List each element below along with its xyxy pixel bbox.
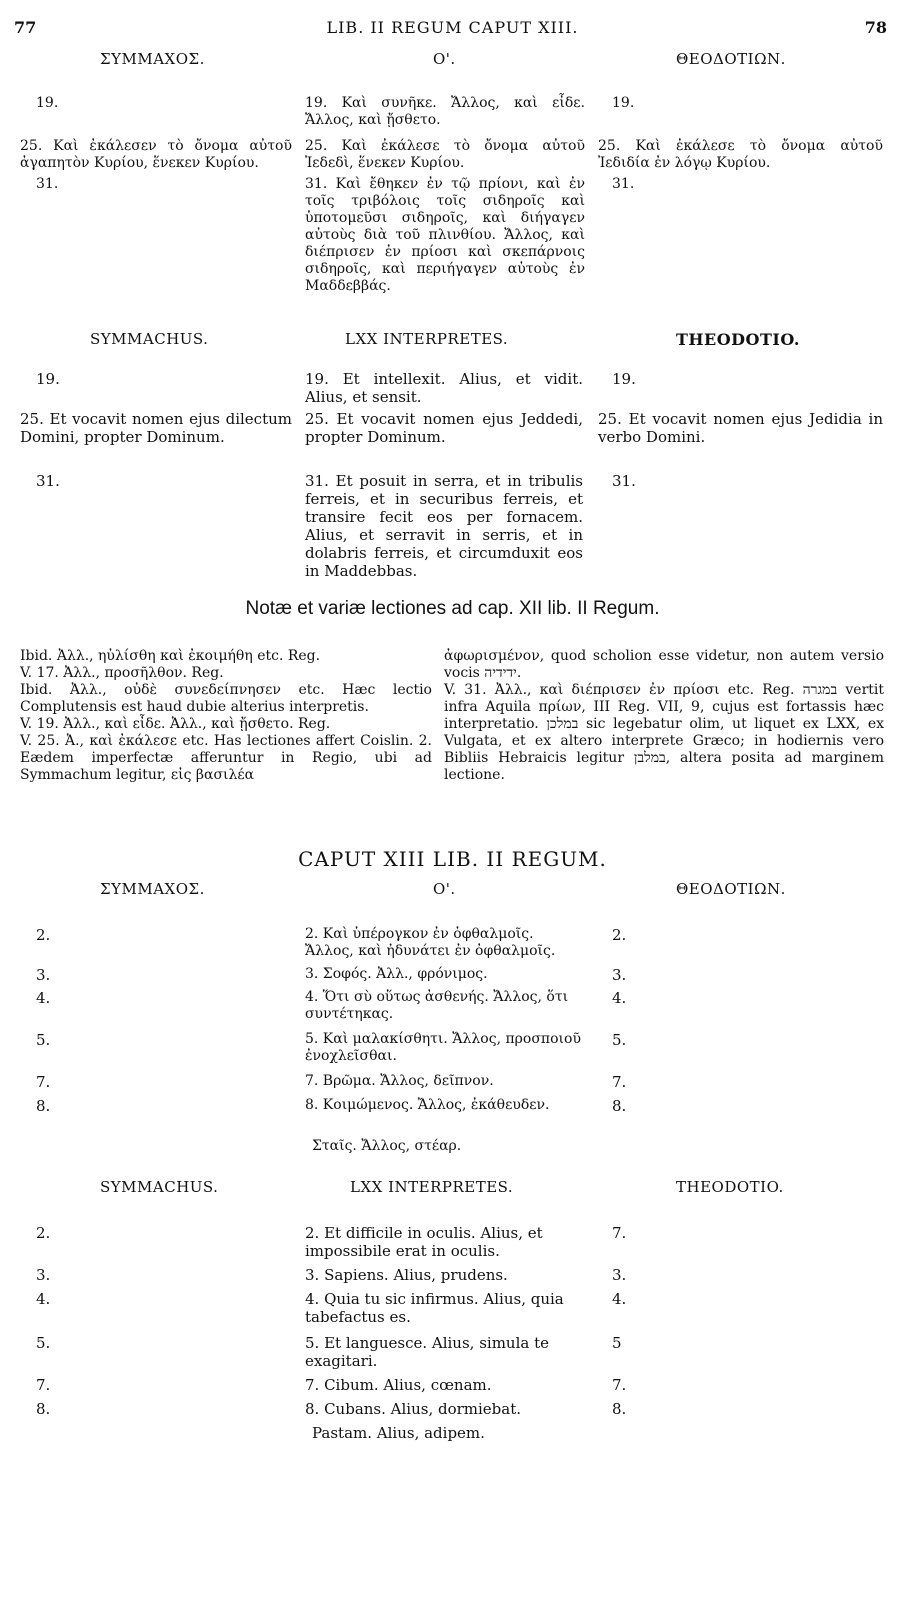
latin-theo-num: 7. bbox=[612, 1376, 627, 1394]
greek-theo-v19: 19. bbox=[612, 95, 635, 111]
latin-theo-num: 8. bbox=[612, 1400, 627, 1418]
running-title: LIB. II REGUM CAPUT XIII. bbox=[326, 18, 579, 37]
note-entry: V. 31. Ἀλλ., καὶ διέπρισεν ἐν πρίοσι etc. Reg. במגרה vertit infra Aquila πρίων, III Reg. VII, 9, cujus est fortassis hæc interpretatio. במלכן sic legebatur olim, ut liquet ex LXX, ex Vulgata, et ex altero interprete Græco; in hodiernis vero Bibliis Hebraicis legitur במלבן, altera posita ad marginem lectione. bbox=[444, 682, 884, 783]
latin-theo-num: 5 bbox=[612, 1334, 622, 1352]
latin-head-lxx-2: LXX INTERPRETES. bbox=[350, 1178, 514, 1196]
greek-sym-v25: 25. Καὶ ἐκάλεσεν τὸ ὄνομα αὐτοῦ ἀγαπητὸν Κυρίου, ἕνεκεν Κυρίου. bbox=[20, 138, 292, 171]
latin-sym-v19: 19. bbox=[36, 370, 60, 388]
latin-theo-v31: 31. bbox=[612, 472, 636, 490]
notes-title: Notæ et variæ lectiones ad cap. XII lib. II Regum. bbox=[245, 598, 660, 619]
latin-sym-num: 4. bbox=[36, 1290, 51, 1308]
latin-sym-v31: 31. bbox=[36, 472, 60, 490]
greek-head-theodotion: ΘΕΟΔΟΤΙΩΝ. bbox=[676, 50, 786, 68]
greek-head-lxx: O'. bbox=[433, 50, 456, 68]
latin-lxx-row: 3. Sapiens. Alius, prudens. bbox=[305, 1266, 508, 1284]
latin-sym-num: 7. bbox=[36, 1376, 51, 1394]
running-head bbox=[0, 18, 905, 40]
latin-sym-num: 8. bbox=[36, 1400, 51, 1418]
greek-sym-num: 5. bbox=[36, 1031, 51, 1049]
page-number-right: 78 bbox=[864, 18, 887, 37]
latin-sym-num: 3. bbox=[36, 1266, 51, 1284]
greek-sym-v31: 31. bbox=[36, 176, 59, 192]
latin-theo-v19: 19. bbox=[612, 370, 636, 388]
greek-sym-v19: 19. bbox=[36, 95, 59, 111]
greek-lxx-v31: 31. Καὶ ἔθηκεν ἐν τῷ πρίονι, καὶ ἐν τοῖς τριβόλοις τοῖς σιδηροῖς καὶ ὑποτομεῦσι σιδηροῖς, καὶ διήγαγεν αὐτοὺς διὰ τοῦ πλινθίου. Ἄλλος, καὶ διέπρισεν ἐν πρίοσι καὶ σκεπάρνοις σιδηροῖς, καὶ περιήγαγεν αὐτοὺς ἐν Μαδδεββάς. bbox=[305, 176, 585, 294]
greek-lxx-v19: 19. Καὶ συνῆκε. Ἄλλος, καὶ εἶδε. Ἄλλος, καὶ ᾔσθετο. bbox=[305, 95, 585, 128]
greek-theo-num: 2. bbox=[612, 926, 627, 944]
latin-lxx-row: Pastam. Alius, adipem. bbox=[312, 1424, 485, 1442]
chapter-title: CAPUT XIII LIB. II REGUM. bbox=[298, 847, 607, 871]
greek-lxx-row: 7. Βρῶμα. Ἄλλος, δεῖπνον. bbox=[305, 1073, 494, 1089]
latin-lxx-v25: 25. Et vocavit nomen ejus Jeddedi, propter Dominum. bbox=[305, 410, 583, 446]
latin-theo-v25: 25. Et vocavit nomen ejus Jedidia in verbo Domini. bbox=[598, 410, 883, 446]
page-number-left: 77 bbox=[14, 18, 37, 37]
greek-sym-num: 7. bbox=[36, 1073, 51, 1091]
greek-head-theodotion-2: ΘΕΟΔΟΤΙΩΝ. bbox=[676, 880, 786, 898]
greek-head-symmachus-2: ΣΥΜΜΑΧΟΣ. bbox=[100, 880, 205, 898]
latin-theo-num: 7. bbox=[612, 1224, 627, 1242]
latin-lxx-row: 2. Et difficile in oculis. Alius, et impossibile erat in oculis. bbox=[305, 1224, 543, 1260]
greek-head-symmachus: ΣΥΜΜΑΧΟΣ. bbox=[100, 50, 205, 68]
latin-head-lxx: LXX INTERPRETES. bbox=[345, 330, 509, 348]
latin-theo-num: 4. bbox=[612, 1290, 627, 1308]
greek-theo-num: 7. bbox=[612, 1073, 627, 1091]
notes-left-column bbox=[20, 648, 432, 784]
greek-lxx-row: Σταῖς. Ἄλλος, στέαρ. bbox=[312, 1138, 462, 1154]
greek-sym-num: 8. bbox=[36, 1097, 51, 1115]
note-entry: Ibid. Ἀλλ., οὐδὲ συνεδείπνησεν etc. Hæc lectio Complutensis est haud dubie alterius interpretis. bbox=[20, 682, 432, 715]
latin-head-theodotion: THEODOTIO. bbox=[676, 330, 800, 349]
greek-sym-num: 4. bbox=[36, 989, 51, 1007]
greek-theo-num: 8. bbox=[612, 1097, 627, 1115]
greek-theo-v25: 25. Καὶ ἐκάλεσε τὸ ὄνομα αὐτοῦ Ἰεδιδία ἐν λόγῳ Κυρίου. bbox=[598, 138, 883, 171]
latin-lxx-row: 7. Cibum. Alius, cœnam. bbox=[305, 1376, 492, 1394]
greek-theo-num: 5. bbox=[612, 1031, 627, 1049]
latin-sym-num: 2. bbox=[36, 1224, 51, 1242]
note-entry: V. 19. Ἀλλ., καὶ εἶδε. Ἀλλ., καὶ ᾔσθετο. Reg. bbox=[20, 716, 331, 732]
latin-lxx-v19: 19. Et intellexit. Alius, et vidit. Alius, et sensit. bbox=[305, 370, 583, 406]
greek-lxx-row: 4. Ὅτι σὺ οὕτως ἀσθενής. Ἄλλος, ὅτι συντέτηκας. bbox=[305, 989, 569, 1022]
latin-head-symmachus: SYMMACHUS. bbox=[90, 330, 209, 348]
greek-sym-num: 3. bbox=[36, 966, 51, 984]
latin-lxx-row: 4. Quia tu sic infirmus. Alius, quia tabefactus es. bbox=[305, 1290, 564, 1326]
note-entry: V. 17. Ἀλλ., προσῆλθον. Reg. bbox=[20, 665, 224, 681]
greek-theo-v31: 31. bbox=[612, 176, 635, 192]
latin-lxx-v31: 31. Et posuit in serra, et in tribulis ferreis, et in securibus ferreis, et transire fecit eos per fornacem. Alius, et serravit in serris, et in dolabris ferreis, et circumduxit eos in Maddebbas. bbox=[305, 472, 583, 580]
greek-theo-num: 4. bbox=[612, 989, 627, 1007]
greek-sym-num: 2. bbox=[36, 926, 51, 944]
note-entry: Ibid. Ἀλλ., ηὐλίσθη καὶ ἐκοιμήθη etc. Reg. bbox=[20, 648, 321, 664]
greek-theo-num: 3. bbox=[612, 966, 627, 984]
greek-lxx-row: 5. Καὶ μαλακίσθητι. Ἄλλος, προσποιοῦ ἐνοχλεῖσθαι. bbox=[305, 1031, 581, 1064]
latin-lxx-row: 8. Cubans. Alius, dormiebat. bbox=[305, 1400, 522, 1418]
latin-sym-num: 5. bbox=[36, 1334, 51, 1352]
greek-lxx-v25: 25. Καὶ ἐκάλεσε τὸ ὄνομα αὐτοῦ Ἰεδεδὶ, ἕνεκεν Κυρίου. bbox=[305, 138, 585, 171]
greek-lxx-row: 8. Κοιμώμενος. Ἄλλος, ἐκάθευδεν. bbox=[305, 1097, 550, 1113]
latin-theo-num: 3. bbox=[612, 1266, 627, 1284]
latin-sym-v25: 25. Et vocavit nomen ejus dilectum Domini, propter Dominum. bbox=[20, 410, 292, 446]
latin-head-symmachus-2: SYMMACHUS. bbox=[100, 1178, 219, 1196]
latin-lxx-row: 5. Et languesce. Alius, simula te exagitari. bbox=[305, 1334, 549, 1370]
latin-head-theodotion-2: THEODOTIO. bbox=[676, 1178, 784, 1196]
notes-right-column bbox=[444, 648, 884, 784]
greek-head-lxx-2: O'. bbox=[433, 880, 456, 898]
note-entry: ἀφωρισμένον, quod scholion esse videtur, non autem versio vocis ידידיה. bbox=[444, 648, 884, 681]
greek-lxx-row: 3. Σοφός. Ἀλλ., φρόνιμος. bbox=[305, 966, 488, 982]
note-entry: V. 25. Ἀ., καὶ ἐκάλεσε etc. Has lectiones affert Coislin. 2. Eædem imperfectæ afferuntur in Regio, ubi ad Symmachum legitur, εἰς βασιλέα bbox=[20, 733, 432, 783]
greek-lxx-row: 2. Καὶ ὑπέρογκον ἐν ὀφθαλμοῖς. Ἄλλος, καὶ ἠδυνάτει ἐν ὀφθαλμοῖς. bbox=[305, 926, 556, 959]
